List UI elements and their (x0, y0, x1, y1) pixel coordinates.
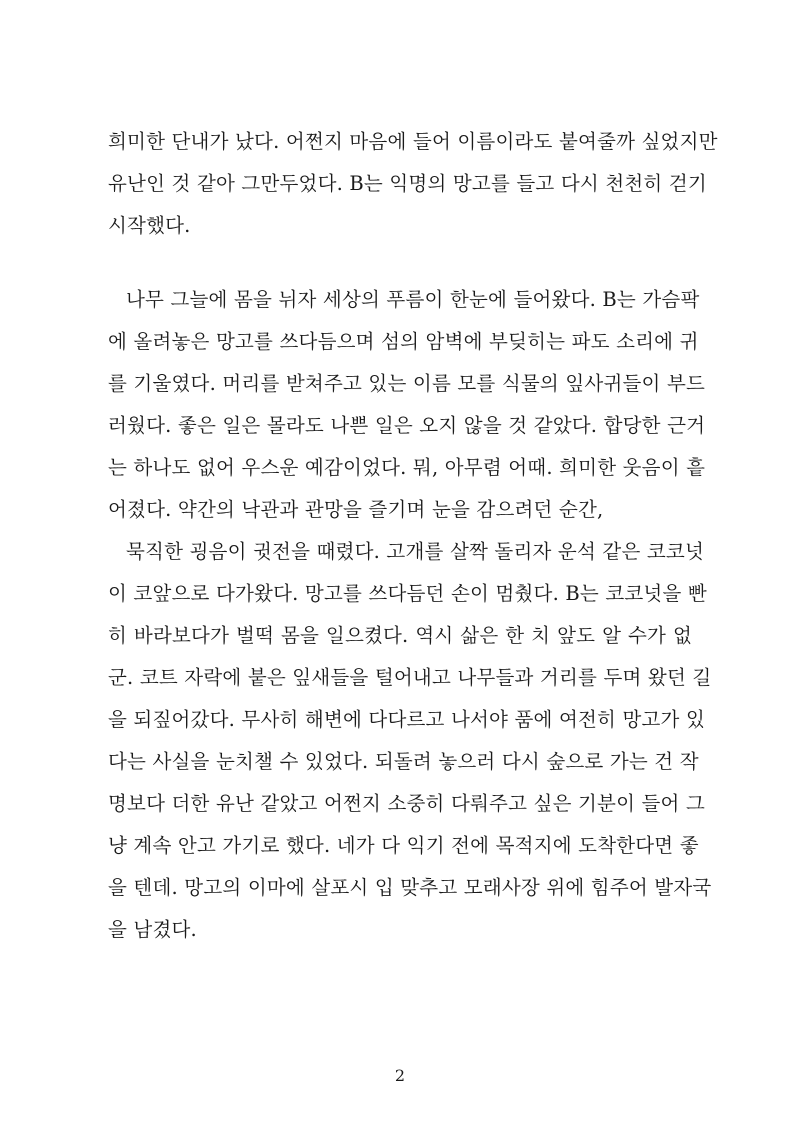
text-line: 을 남겼다. (108, 918, 197, 941)
text-line: 군. 코트 자락에 붙은 잎새들을 털어내고 나무들과 거리를 두며 왔던 길 (108, 666, 712, 689)
text-line: 묵직한 굉음이 귓전을 때렸다. 고개를 살짝 돌리자 운석 같은 코코넛 (126, 540, 704, 563)
text-line: 어졌다. 약간의 낙관과 관망을 즐기며 눈을 감으려던 순간, (108, 498, 604, 521)
text-line: 에 올려놓은 망고를 쓰다듬으며 섬의 암벽에 부딪히는 파도 소리에 귀 (108, 330, 699, 353)
text-line: 냥 계속 안고 가기로 했다. 네가 다 익기 전에 목적지에 도착한다면 좋 (108, 834, 699, 857)
text-line: 러웠다. 좋은 일은 몰라도 나쁜 일은 오지 않을 것 같았다. 합당한 근거 (108, 414, 706, 437)
page-number: 2 (394, 1066, 406, 1085)
text-line: 희미한 단내가 났다. 어쩐지 마음에 들어 이름이라도 붙여줄까 싶었지만 (108, 130, 718, 153)
text-line: 유난인 것 같아 그만두었다. B는 익명의 망고를 들고 다시 천천히 걷기 (108, 172, 707, 195)
text-line: 을 되짚어갔다. 무사히 해변에 다다르고 나서야 품에 여전히 망고가 있 (108, 708, 706, 731)
text-line: 명보다 더한 유난 같았고 어쩐지 소중히 다뤄주고 싶은 기분이 들어 그 (108, 792, 706, 815)
text-line: 히 바라보다가 벌떡 몸을 일으켰다. 역시 삶은 한 치 앞도 알 수가 없 (108, 624, 692, 647)
text-line: 을 텐데. 망고의 이마에 살포시 입 맞추고 모래사장 위에 힘주어 발자국 (108, 876, 712, 899)
text-line: 다는 사실을 눈치챌 수 있었다. 되돌려 놓으러 다시 숲으로 가는 건 작 (108, 750, 699, 773)
text-line: 나무 그늘에 몸을 뉘자 세상의 푸름이 한눈에 들어왔다. B는 가슴팍 (126, 288, 700, 311)
text-line: 이 코앞으로 다가왔다. 망고를 쓰다듬던 손이 멈췄다. B는 코코넛을 빤 (108, 582, 707, 605)
text-line: 를 기울였다. 머리를 받쳐주고 있는 이름 모를 식물의 잎사귀들이 부드 (108, 372, 706, 395)
text-line: 는 하나도 없어 우스운 예감이었다. 뭐, 아무렴 어때. 희미한 웃음이 흩 (108, 456, 706, 479)
text-line: 시작했다. (108, 214, 191, 237)
